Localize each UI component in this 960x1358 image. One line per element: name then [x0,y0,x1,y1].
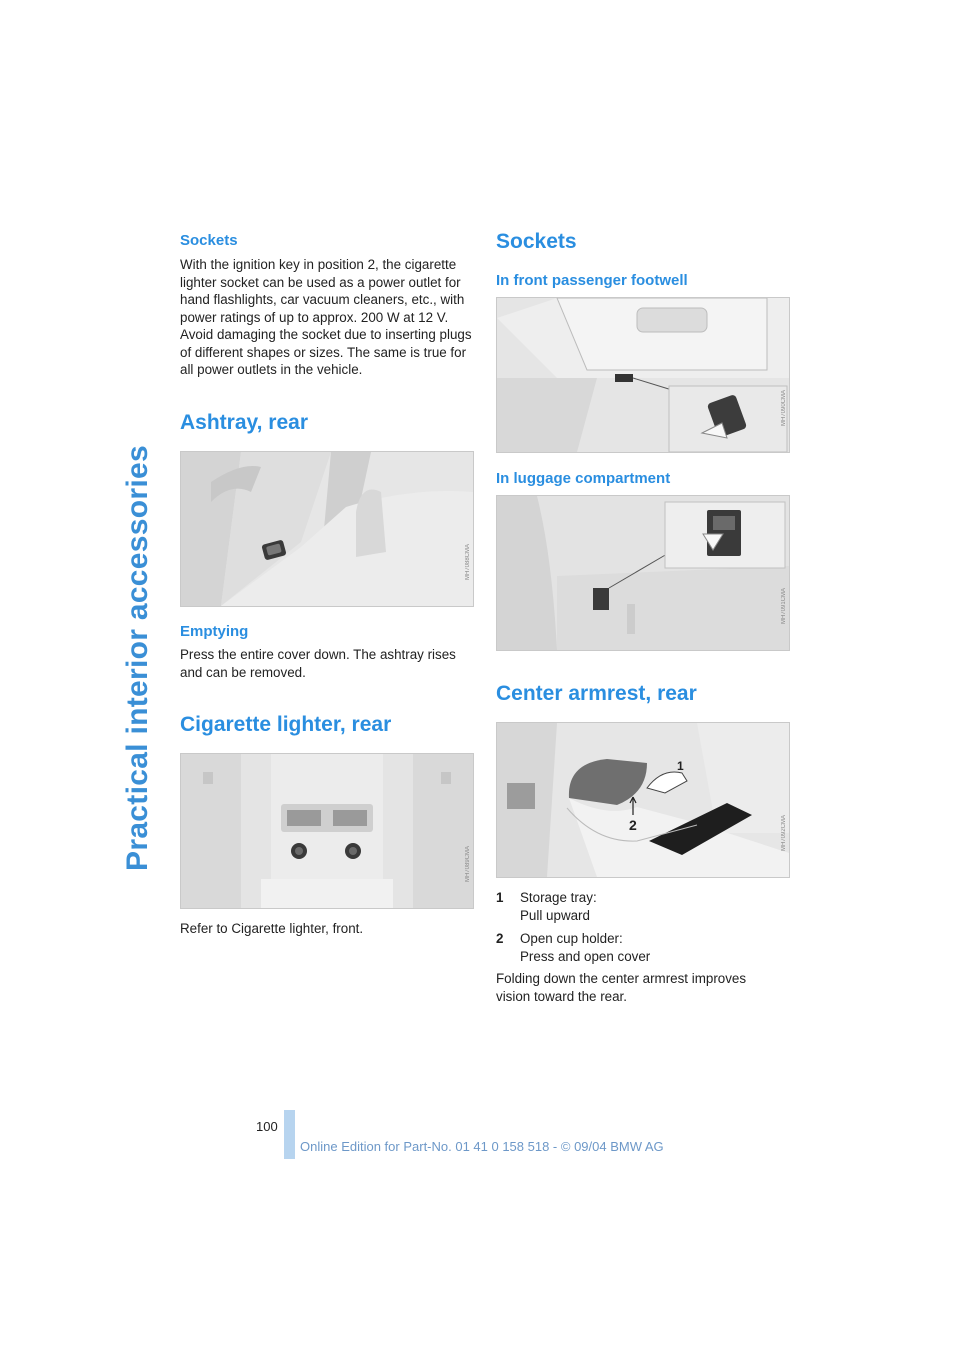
luggage-compartment-socket-illustration [496,495,790,651]
item-desc: Press and open cover [520,948,651,964]
sockets-heading: Sockets [496,230,577,253]
callout-1: 1 [677,759,684,773]
item-title: Open cup holder: [520,931,623,946]
item-number: 2 [496,931,504,946]
luggage-compartment-subheading: In luggage compartment [496,470,671,487]
chapter-title-text: Practical interior accessories [121,445,154,871]
lighter-paragraph: Refer to Cigarette lighter, front. [180,921,364,936]
sockets-paragraph: With the ignition key in position 2, the cigarette lighter socket can be used as a power outlet for hand flashlights, car vacuum cleaners, etc., with power ratings of up to approx. 200 W at 12 V. Avoid damaging the socket due to inserting plugs of different shapes or sizes. The same is true for all power outlets in the vehicle. [180,257,472,377]
front-footwell-socket-illustration [496,297,790,453]
page-number: 100 [256,1119,278,1134]
edition-footer: Online Edition for Part-No. 01 41 0 158 518 - © 09/04 BMW AG [300,1139,664,1154]
emptying-subheading: Emptying [180,623,249,640]
armrest-paragraph: Folding down the center armrest improves vision toward the rear. [496,971,747,1004]
center-armrest-heading: Center armrest, rear [496,682,697,705]
callout-2: 2 [629,817,637,833]
ashtray-illustration [180,451,474,607]
ashtray-heading: Ashtray, rear [180,411,309,434]
chapter-side-title [118,228,158,1088]
footer-accent-bar [284,1110,295,1159]
image-code: MH7089CMA [465,846,471,883]
emptying-paragraph: Press the entire cover down. The ashtray rises and can be removed. [180,647,456,680]
image-code: MH7091CMA [781,588,787,625]
armrest-item-1 [496,889,790,924]
item-desc: Pull upward [520,907,590,923]
image-code: MH7088CMA [465,544,471,581]
front-passenger-footwell-subheading: In front passenger footwell [496,272,688,289]
center-armrest-illustration [496,722,790,878]
cigarette-lighter-illustration [180,753,474,909]
sockets-subheading: Sockets [180,232,238,249]
cigarette-lighter-heading: Cigarette lighter, rear [180,713,392,736]
armrest-item-2 [496,930,790,965]
image-code: MH7090CMA [781,390,787,427]
item-title: Storage tray: [520,890,597,905]
item-number: 1 [496,890,504,905]
image-code: MH7092CMA [781,815,787,852]
